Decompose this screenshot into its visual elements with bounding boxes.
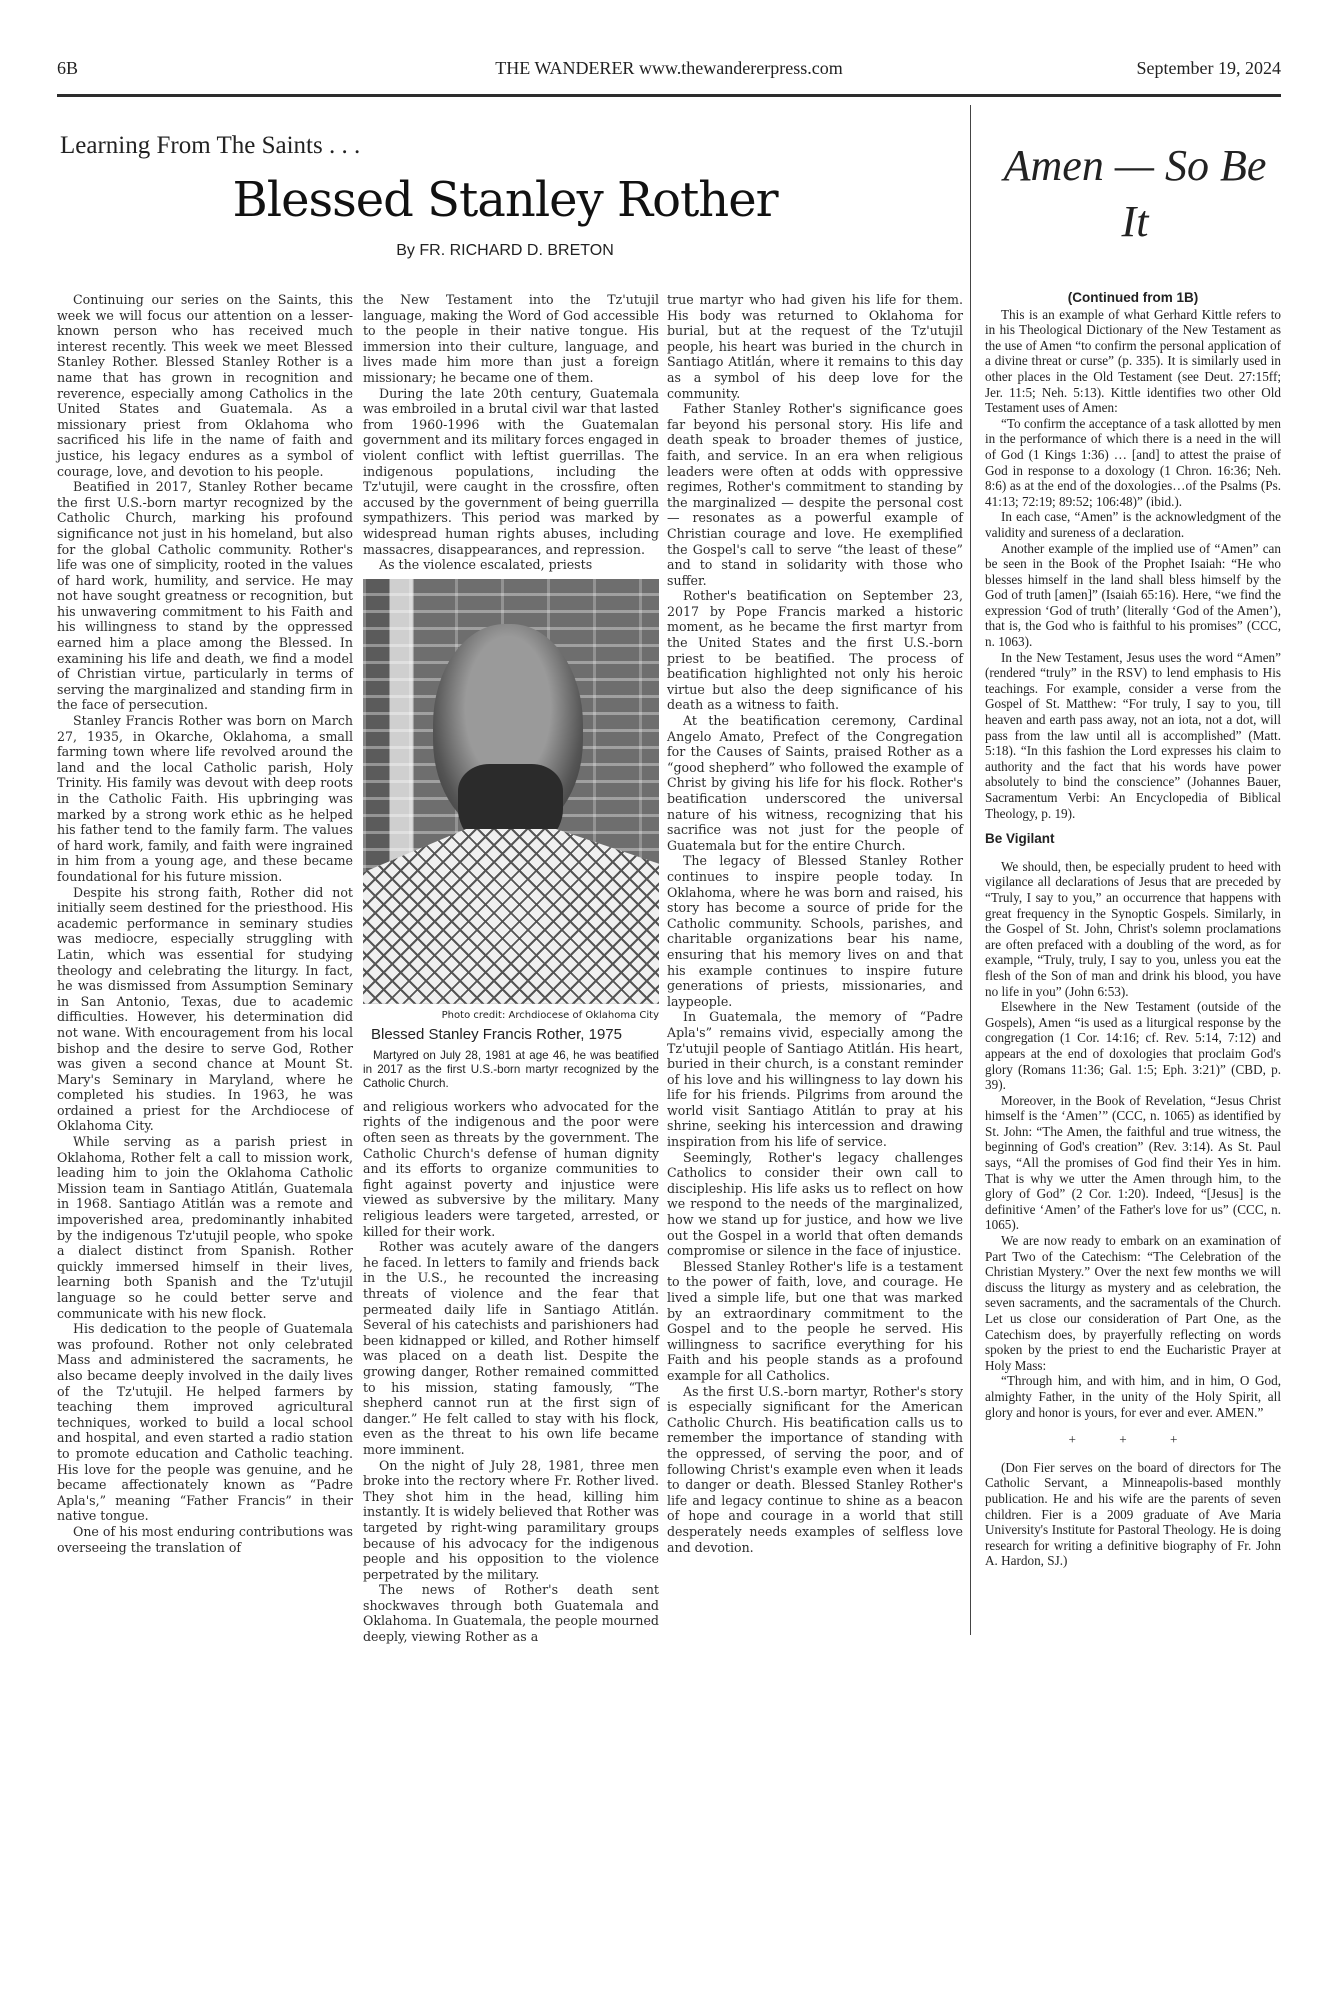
paragraph: This is an example of what Gerhard Kittle refers to in his Theological Dictionary of the New Testament as the use of Amen “to confirm the personal application of a divine threat or curse” (p. 335). It is similarly used in other places in the Old Testament (see Deut. 27:15ff; Jer. 11:5; Neh. 5:13). Kittle identifies two other Old Testament uses of Amen: (985, 306, 1281, 416)
paragraph: Rother was acutely aware of the dangers he faced. In letters to family and friends back in the U.S., he recounted the increasing threats of violence and the fear that permeated daily life in Santiago Atitlán. Several of his catechists and parishioners had been kidnapped or killed, and Rother himself was placed on a death list. Despite the growing danger, Rother remained committed to his mission, stating famously, “The shepherd cannot run at the first sign of danger.” He felt called to stay with his flock, even as the threat to his own life became more imminent. (363, 1239, 659, 1457)
paragraph: In each case, “Amen” is the acknowledgment of the validity and sureness of a declaration. (985, 509, 1281, 540)
paragraph: The news of Rother's death sent shockwaves through both Guatemala and Oklahoma. In Guatemala, the people mourned deeply, viewing Rother as a (363, 1582, 659, 1645)
sidebar-column (985, 290, 1281, 1569)
paragraph: Father Stanley Rother's significance goes far beyond his personal story. His life and death speak to broader themes of justice, faith, and service. In an era when religious leaders were often at odds with oppressive regimes, Rother's commitment to standing by the marginalized — despite the personal cost — resonates as a powerful example of Christian courage and love. He exemplified the Gospel's call to serve “the least of these” and to stand in solidarity with those who suffer. (667, 401, 963, 588)
section-break-dingbats: + + + (1068, 1432, 1198, 1448)
article-kicker: Learning From The Saints . . . (60, 132, 361, 159)
paragraph: the New Testament into the Tz'utujil language, making the Word of God accessible to the people in their native tongue. His immersion into their culture, language, and lives made him more than just a foreign missionary; he became one of them. (363, 292, 659, 385)
article-column-2 (363, 292, 659, 1645)
paragraph: Moreover, in the Book of Revelation, “Jesus Christ himself is the ‘Amen’” (CCC, n. 1065) as identified by St. John: “The Amen, the faithful and true witness, the beginning of God's creation” (Rev. 3:14). As St. Paul says, “All the promises of God find their Yes in him. That is why we utter the Amen through him, to the glory of God” (2 Cor. 1:20). Indeed, “[Jesus] is the definitive ‘Amen’ of the Father's love for us” (CCC, n. 1065). (985, 1092, 1281, 1233)
continued-note: (Continued from 1B) (1067, 290, 1199, 305)
paragraph: We are now ready to embark on an examination of Part Two of the Catechism: “The Celebration of the Christian Mystery.” Over the next few months we will discuss the liturgy as mystery and as celebration, the seven sacraments, and the sacramentals of the Church. Let us close our consideration of Part One, as the Catechism does, by prayerfully reflecting on words spoken by the priest to end the Eucharistic Prayer at Holy Mass: (985, 1233, 1281, 1373)
paragraph: At the beatification ceremony, Cardinal Angelo Amato, Prefect of the Congregation for the Causes of Saints, praised Rother as a “good shepherd” who followed the example of Christ by giving his life for his flock. Rother's beatification underscored the universal nature of his witness, recognizing that his sacrifice was not just for the people of Guatemala but for the entire Church. (667, 713, 963, 853)
paragraph: Elsewhere in the New Testament (outside of the Gospels), Amen “is used as a liturgical response by the congregation (1 Cor. 14:16; cf. Rev. 5:14, 7:12) and appears at the end of doxologies that proclaim God's glory (Romans 11:36; Gal. 1:5; Eph. 3:21)” (CBD, p. 39). (985, 999, 1281, 1093)
paragraph: Rother's beatification on September 23, 2017 by Pope Francis marked a historic moment, as he became the first martyr from the United States and the first U.S.-born priest to be beatified. The process of beatification highlighted not only his heroic virtue but also the deep significance of his death as a witness to faith. (667, 588, 963, 713)
paragraph: “To confirm the acceptance of a task allotted by men in the performance of which there is a need in the will of God (1 Kings 1:36) … [and] to attest the praise of God in response to a doxology (1 Chron. 16:36; Neh. 8:6) as at the end of the doxologies…of the Psalms (Ps. 41:13; 72:19; 89:52; 106:48)” (ibid.). (985, 415, 1281, 509)
paragraph: Stanley Francis Rother was born on March 27, 1935, in Okarche, Oklahoma, a small farming town where life revolved around the land and the local Catholic parish, Holy Trinity. His family was devout with deep roots in the Catholic Faith. His upbringing was marked by a strong work ethic as he helped his father tend to the family farm. The values of hard work, family, and faith were ingrained in him from a young age, and these became foundational for his future mission. (57, 713, 353, 884)
paragraph: On the night of July 28, 1981, three men broke into the rectory where Fr. Rother lived. They shot him in the head, killing him instantly. It is widely believed that Rother was targeted by right-wing paramilitary groups because of his advocacy for the indigenous people and his opposition to the violence perpetrated by the military. (363, 1457, 659, 1582)
column-divider (970, 105, 971, 1635)
author-bio: (Don Fier serves on the board of directors for The Catholic Servant, a Minneapolis-based monthly publication. He and his wife are the parents of seven children. Fier is a 2009 graduate of Ave Maria University's Institute for Pastoral Theology. He is doing research for writing a definitive biography of Fr. John A. Hardon, SJ.) (985, 1459, 1281, 1569)
paragraph: Blessed Stanley Rother's life is a testament to the power of faith, love, and courage. He lived a simple life, but one that was marked by an extraordinary commitment to the Gospel and to the people he served. His willingness to sacrifice everything for his Faith and his people stands as a profound example for all Catholics. (667, 1258, 963, 1383)
article-column-3 (667, 292, 963, 1632)
paragraph: true martyr who had given his life for them. His body was returned to Oklahoma for burial, but at the request of the Tz'utujil people, his heart was buried in the church in Santiago Atitlán, where it remains to this day as a symbol of his deep love for the community. (667, 292, 963, 401)
sidebar-subhead: Be Vigilant (985, 831, 1055, 847)
paragraph: In Guatemala, the memory of “Padre Apla's” remains vivid, especially among the Tz'utujil people of Santiago Atitlán. His heart, buried in their church, is a constant reminder of his love and his willingness to lay down his life for his friends. Pilgrims from around the world visit Santiago Atitlán to pray at his shrine, seeking his intercession and drawing inspiration from his life of service. (667, 1009, 963, 1150)
paragraph: Despite his strong faith, Rother did not initially seem destined for the priesthood. His academic performance in seminary studies was mediocre, especially struggling with Latin, which was essential for studying theology and celebrating the liturgy. In fact, he was dismissed from Assumption Seminary in San Antonio, Texas, due to academic difficulties. However, his determination did not wane. With encouragement from his local bishop and the desire to serve God, Rother was given a second chance at Mount St. Mary's Seminary in Maryland, where he completed his studies. In 1963, he was ordained a priest for the Archdiocese of Oklahoma City. (57, 884, 353, 1134)
paragraph: His dedication to the people of Guatemala was profound. Rother not only celebrated Mass and administered the sacraments, he also became deeply involved in the daily lives of the Tz'utujil. He helped farmers by teaching them improved agricultural techniques, worked to build a local school and hospital, and even started a radio station to promote education and Catholic teaching. His love for the people was genuine, and he became affectionately known as “Padre Apla's,” meaning “Father Francis” in their native tongue. (57, 1321, 353, 1524)
paragraph: Another example of the implied use of “Amen” can be seen in the Book of the Prophet Isaiah: “He who blesses himself in the land shall bless himself by the God of truth [amen]” (Isaiah 65:16). Here, “we find the expression ‘God of truth’ (literally ‘God of the Amen’), that is, the God who is faithful to his promises” (CCC, n. 1063). (985, 540, 1281, 650)
portrait-photo (363, 579, 659, 1004)
portrait-checkered-shirt (363, 829, 659, 1004)
paragraph: Continuing our series on the Saints, this week we will focus our attention on a lesser-known person who has received much interest recently. This week we meet Blessed Stanley Rother. Blessed Stanley Rother is a name that has grown in recognition and reverence, especially among Catholics in the United States and Guatemala. As a missionary priest from Oklahoma who sacrificed his life in the name of faith and justice, his legacy endures as a symbol of courage, love, and devotion to his people. (57, 292, 353, 479)
paragraph: “Through him, and with him, and in him, O God, almighty Father, in the unity of the Holy Spirit, all glory and honor is yours, for ever and ever. AMEN.” (985, 1373, 1281, 1420)
paragraph: During the late 20th century, Guatemala was embroiled in a brutal civil war that lasted from 1960-1996 with the Guatemalan government and its military forces engaged in violent conflict with leftist guerrillas. The indigenous populations, including the Tz'utujil, were caught in the crossfire, often accused by the government of being guerrilla sympathizers. This period was marked by widespread human rights abuses, including massacres, disappearances, and repression. (363, 385, 659, 557)
paragraph: Seemingly, Rother's legacy challenges Catholics to consider their own call to discipleship. His life asks us to reflect on how we respond to the needs of the marginalized, how we stand up for justice, and how we live out the Gospel in a world that often demands compromise or silence in the face of injustice. (667, 1149, 963, 1259)
sidebar-title: Amen — So Be It (1003, 141, 1267, 246)
masthead-rule (57, 94, 1281, 97)
masthead (57, 58, 1281, 84)
article-headline: Blessed Stanley Rother (232, 172, 778, 228)
paragraph: As the violence escalated, priests (379, 557, 593, 573)
issue-date: September 19, 2024 (1136, 58, 1281, 78)
article-column-1 (57, 292, 353, 1632)
photo-caption-title: Blessed Stanley Francis Rother, 1975 (371, 1026, 622, 1044)
publication-name: THE WANDERER www.thewandererpress.com (495, 58, 843, 78)
paragraph: We should, then, be especially prudent to heed with vigilance all declarations of Jesus that are preceded by “Truly, I say to you,” an occurrence that happens with great frequency in the Synoptic Gospels. Similarly, in the Gospel of St. John, Christ's solemn proclamations are often prefaced with a doubling of the word, as for example, “Truly, truly, I say to you, unless you eat the flesh of the Son of man and drink his blood, you have no life in you” (John 6:53). (985, 858, 1281, 999)
paragraph: and religious workers who advocated for the rights of the indigenous and the poor were often seen as threats by the government. The Catholic Church's defense of human dignity and its efforts to organize communities to fight against poverty and injustice were viewed as subversive by the military. Many religious leaders were targeted, arrested, or killed for their work. (363, 1098, 659, 1239)
paragraph: While serving as a parish priest in Oklahoma, Rother felt a call to mission work, leading him to join the Oklahoma Catholic Mission team in Santiago Atitlán, Guatemala in 1968. Santiago Atitlán was a remote and impoverished area, predominantly inhabited by the indigenous Tz'utujil people, who spoke a dialect distinct from Spanish. Rother quickly immersed himself in their lives, learning both Spanish and the Tz'utujil language so he could better serve and communicate with his new flock. (57, 1134, 353, 1321)
paragraph: Beatified in 2017, Stanley Rother became the first U.S.-born martyr recognized by the Catholic Church, marking his profound significance not just in his homeland, but also for the global Catholic community. Rother's life was one of simplicity, rooted in the values of hard work, humility, and service. He may not have sought greatness or recognition, but his unwavering commitment to his Faith and his willingness to stand by the oppressed earned him a place among the Blessed. In examining his life and death, we find a model of Christian virtue, particularly in terms of serving the marginalized and standing firm in the face of persecution. (57, 479, 353, 713)
paragraph: In the New Testament, Jesus uses the word “Amen” (rendered “truly” in the RSV) to lend emphasis to His teachings. For example, consider a verse from the Gospel of St. Matthew: “For truly, I say to you, till heaven and earth pass away, not an iota, not a dot, will pass from the law until all is accomplished” (Matt. 5:18). “In this fashion the Lord expresses his claim to authority and the fact that his words have power absolutely to bind the conscience” (Johannes Bauer, Sacramentum Verbi: An Encyclopedia of Biblical Theology, p. 19). (985, 649, 1281, 821)
paragraph: As the first U.S.-born martyr, Rother's story is especially significant for the American Catholic Church. His beatification calls us to remember the importance of standing with the oppressed, of serving the poor, and of following Christ's example even when it leads to danger or death. Blessed Stanley Rother's life and legacy continue to shine as a beacon of hope and courage in a world that still desperately needs examples of selfless love and devotion. (667, 1383, 963, 1555)
page-number: 6B (57, 58, 79, 78)
photo-credit: Photo credit: Archdiocese of Oklahoma City (441, 1009, 659, 1021)
article-byline: By FR. RICHARD D. BRETON (396, 242, 614, 259)
paragraph: One of his most enduring contributions was overseeing the translation of (57, 1523, 353, 1555)
paragraph: The legacy of Blessed Stanley Rother continues to inspire people today. In Oklahoma, where he was born and raised, his story has become a source of pride for the Catholic community. Schools, parishes, and charitable organizations bear his name, ensuring that his memory lives on and that his example continues to inspire future generations of priests, missionaries, and laypeople. (667, 853, 963, 1009)
photo-figure (363, 579, 659, 1091)
photo-caption-body: Martyred on July 28, 1981 at age 46, he was beatified in 2017 as the first U.S.-born martyr recognized by the Catholic Church. (363, 1048, 659, 1090)
